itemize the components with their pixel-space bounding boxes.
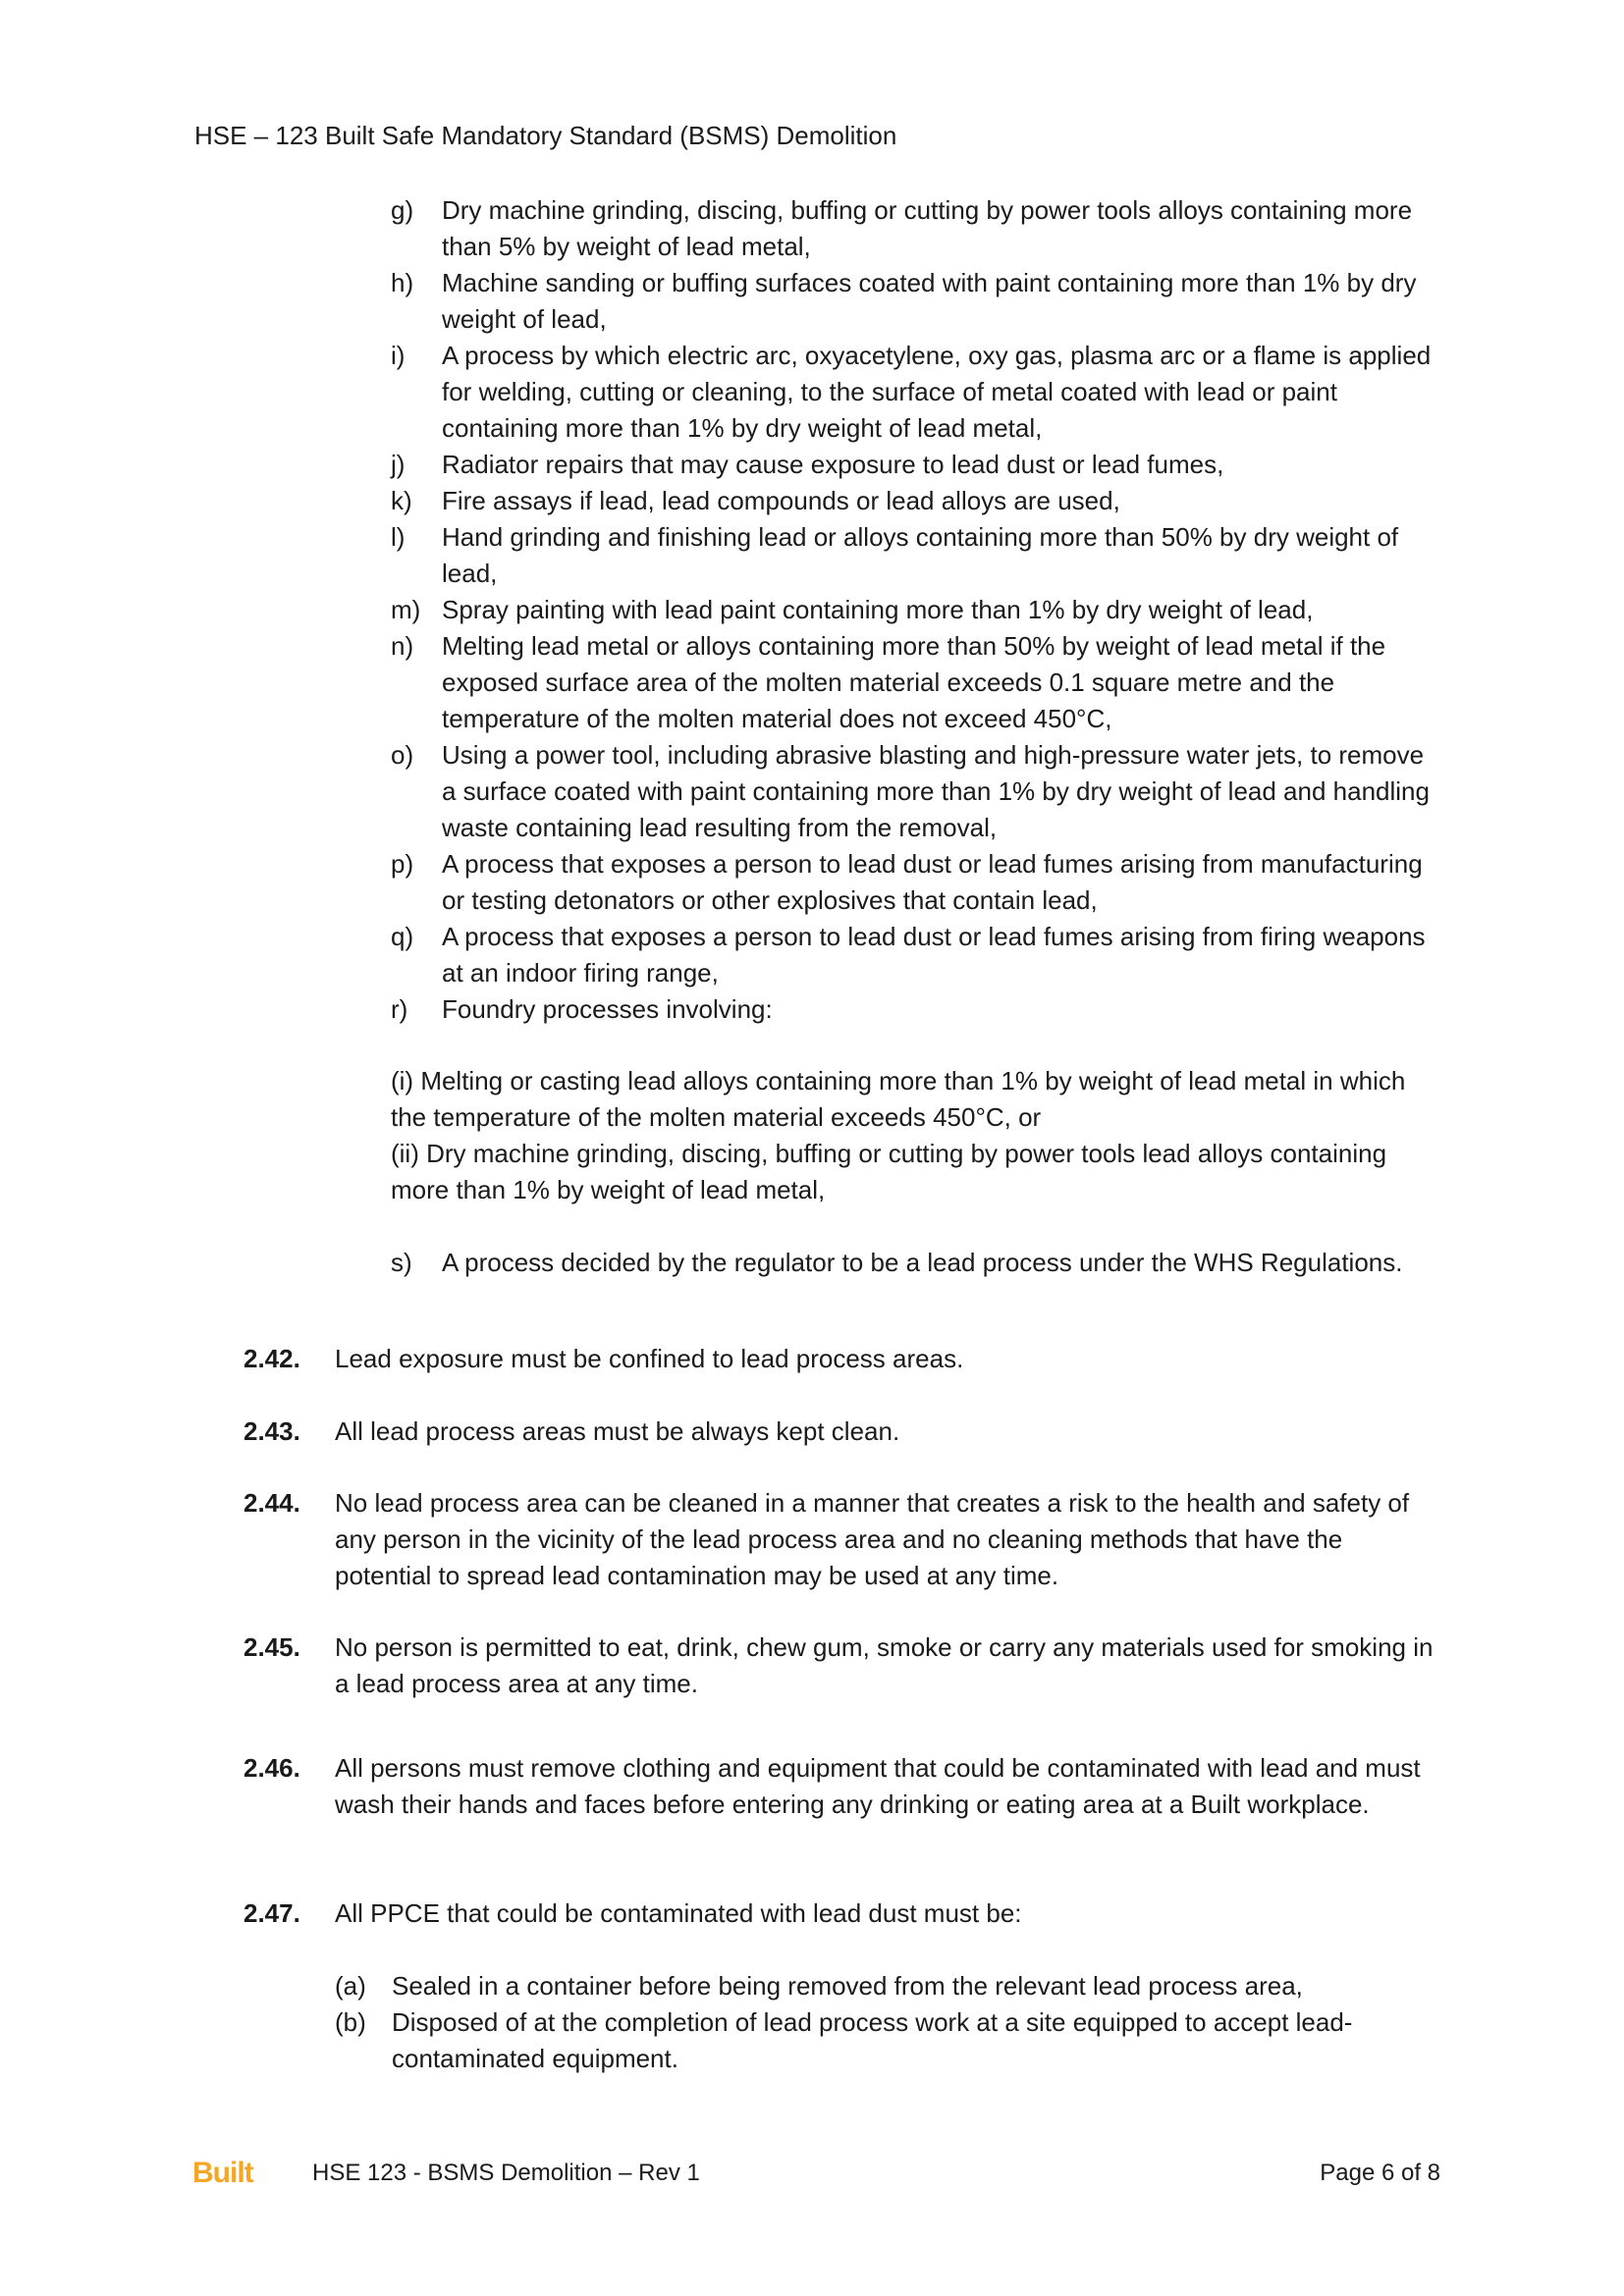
section-text: All persons must remove clothing and equipment that could be contaminated with lead and must wash their hands and faces before entering any drinking or eating area at a Built workplace. (335, 1753, 1421, 1819)
list-item-text: A process by which electric arc, oxyacetylene, oxy gas, plasma arc or a flame is applied for welding, cutting or cleaning, to the surface of metal coated with lead or paint containing more than 1% by dry weight of lead metal, (442, 341, 1432, 443)
ppce-list (335, 1968, 1441, 2077)
page-footer (0, 2156, 1624, 2195)
section-text: No person is permitted to eat, drink, chew gum, smoke or carry any materials used for smoking in a lead process area at any time. (335, 1632, 1434, 1698)
list-item-text: Hand grinding and finishing lead or alloys containing more than 50% by dry weight of lead, (442, 522, 1399, 588)
foundry-subitems (391, 1063, 1441, 1208)
list-item-label: g) (391, 195, 414, 225)
list-item (391, 737, 1441, 846)
list-item-label: l) (391, 522, 406, 552)
list-item-label: r) (391, 994, 408, 1024)
section-2-43 (244, 1414, 1441, 1450)
list-item (391, 338, 1441, 447)
list-item-label: (b) (335, 2007, 366, 2037)
list-item (391, 483, 1441, 519)
list-item (391, 519, 1441, 592)
section-2-45 (244, 1629, 1441, 1702)
list-item (391, 919, 1441, 991)
lead-process-list (391, 192, 1441, 1028)
list-item-label: q) (391, 922, 414, 951)
section-number: 2.42. (244, 1344, 300, 1373)
footer-title: HSE 123 - BSMS Demolition – Rev 1 (312, 2160, 700, 2186)
list-item (391, 628, 1441, 737)
list-item-text: A process that exposes a person to lead dust or lead fumes arising from manufacturing or testing detonators or other explosives that contain lead, (442, 849, 1423, 915)
list-item (335, 2004, 1441, 2077)
page-number: Page 6 of 8 (1320, 2160, 1440, 2186)
list-item-text: Fire assays if lead, lead compounds or lead alloys are used, (442, 486, 1120, 515)
list-item-label: j) (391, 450, 406, 479)
list-item (391, 447, 1441, 483)
list-item (335, 1968, 1441, 2004)
page-header: HSE – 123 Built Safe Mandatory Standard (BSMS) Demolition (194, 121, 897, 150)
list-item (391, 192, 1441, 265)
list-item-text: Spray painting with lead paint containing more than 1% by dry weight of lead, (442, 595, 1314, 624)
section-text: All PPCE that could be contaminated with lead dust must be: (335, 1898, 1022, 1928)
list-item-label: n) (391, 631, 414, 661)
section-number: 2.47. (244, 1898, 300, 1928)
list-item-text: Using a power tool, including abrasive blasting and high-pressure water jets, to remove a surface coated with paint containing more than 1% by dry weight of lead and handling waste containing lead resulting from the removal, (442, 740, 1430, 842)
section-text: All lead process areas must be always kept clean. (335, 1416, 900, 1446)
list-item-text: Dry machine grinding, discing, buffing or cutting by power tools alloys containing more than 5% by weight of lead metal, (442, 195, 1413, 261)
section-2-44 (244, 1485, 1441, 1594)
section-number: 2.46. (244, 1753, 300, 1783)
list-item-text: A process decided by the regulator to be a lead process under the WHS Regulations. (442, 1248, 1403, 1277)
list-item-label: i) (391, 341, 406, 370)
list-item (391, 265, 1441, 338)
list-item-text: Machine sanding or buffing surfaces coated with paint containing more than 1% by dry weight of lead, (442, 268, 1417, 334)
section-number: 2.44. (244, 1488, 300, 1518)
list-item-label: k) (391, 486, 412, 515)
list-item-text: Disposed of at the completion of lead process work at a site equipped to accept lead-contaminated equipment. (392, 2007, 1353, 2073)
list-item-label: h) (391, 268, 414, 297)
list-item-text: Melting lead metal or alloys containing more than 50% by weight of lead metal if the exposed surface area of the molten material exceeds 0.1 square metre and the temperature of the molten material does not exceed 450°C, (442, 631, 1386, 733)
section-text: Lead exposure must be confined to lead process areas. (335, 1344, 964, 1373)
list-item-label: o) (391, 740, 414, 770)
section-number: 2.45. (244, 1632, 300, 1662)
list-item (391, 846, 1441, 919)
list-item-label: s) (391, 1248, 412, 1277)
section-2-42 (244, 1341, 1441, 1377)
section-2-47 (244, 1896, 1441, 1932)
section-2-46 (244, 1750, 1441, 1823)
foundry-subitem: (i) Melting or casting lead alloys containing more than 1% by weight of lead metal in which the temperature of the molten material exceeds 450°C, or (391, 1066, 1406, 1132)
list-item-label: m) (391, 595, 421, 624)
built-logo: Built (192, 2157, 253, 2189)
foundry-subitem: (ii) Dry machine grinding, discing, buffing or cutting by power tools lead alloys containing more than 1% by weight of lead metal, (391, 1139, 1387, 1204)
list-item-text: A process that exposes a person to lead dust or lead fumes arising from firing weapons at an indoor firing range, (442, 922, 1426, 988)
list-item-label: (a) (335, 1971, 366, 2001)
list-item (391, 991, 1441, 1028)
section-text: No lead process area can be cleaned in a manner that creates a risk to the health and safety of any person in the vicinity of the lead process area and no cleaning methods that have the potential to spread lead contamination may be used at any time. (335, 1488, 1410, 1590)
list-item-label: p) (391, 849, 414, 879)
list-item (391, 592, 1441, 628)
list-item-text: Foundry processes involving: (442, 994, 773, 1024)
list-item-text: Sealed in a container before being removed from the relevant lead process area, (392, 1971, 1303, 2001)
list-item-s (391, 1245, 1441, 1281)
list-item (391, 1245, 1441, 1281)
section-number: 2.43. (244, 1416, 300, 1446)
list-item-text: Radiator repairs that may cause exposure to lead dust or lead fumes, (442, 450, 1224, 479)
